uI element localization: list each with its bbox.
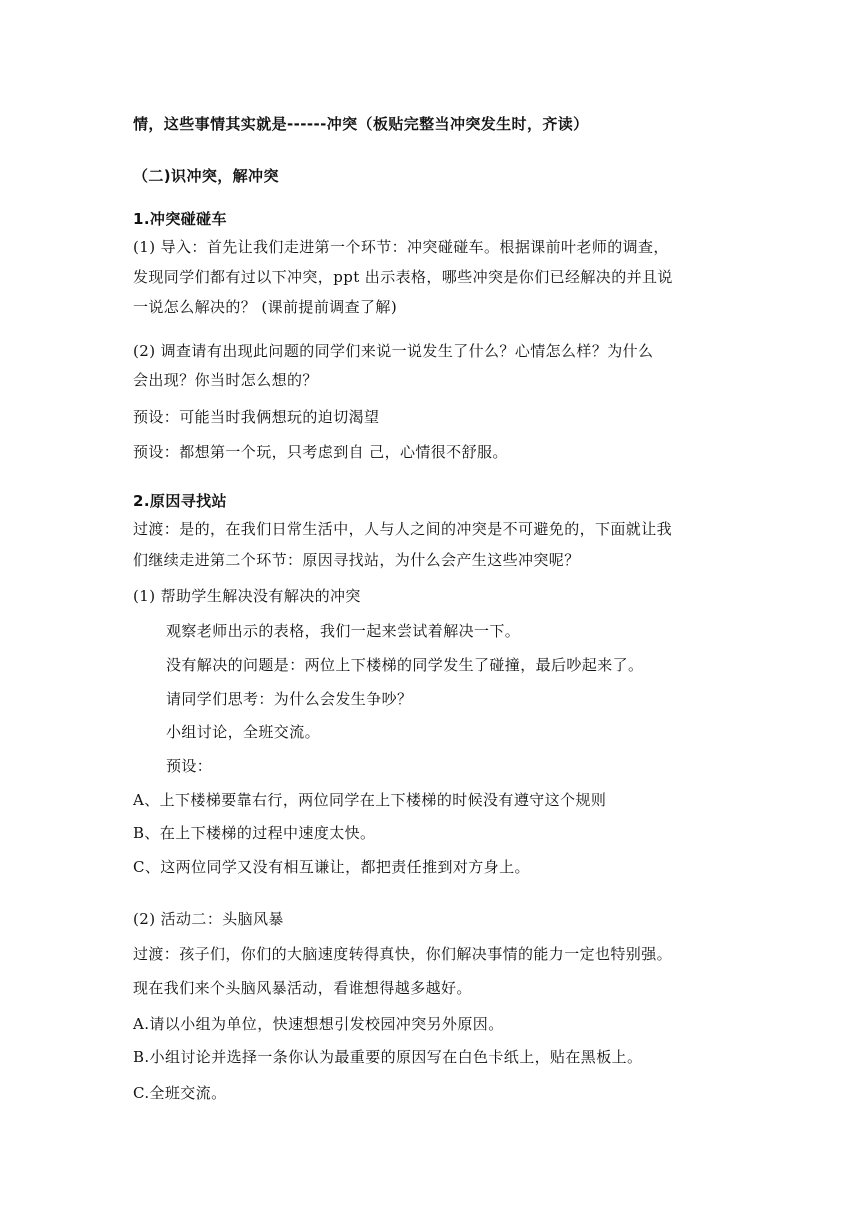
item-title: (2) 活动二：头脑风暴 [133,910,284,928]
paragraph-line: 现在我们来个头脑风暴活动，看谁想得越多越好。 [133,979,472,997]
part1-heading: 1.冲突碰碰车 [133,210,227,228]
paragraph-line: 会出现？你当时怎么想的？ [133,371,318,389]
indented-line: 预设： [166,757,213,775]
step-line: C.全班交流。 [133,1084,227,1102]
indented-line: 小组讨论，全班交流。 [166,723,321,741]
option-line: A、上下楼梯要靠右行，两位同学在上下楼梯的时候没有遵守这个规则 [133,791,607,809]
paragraph-line: 过渡：孩子们，你们的大脑速度转得真快，你们解决事情的能力一定也特别强。 [133,945,673,963]
paragraph-line: (1) 导入：首先让我们走进第一个环节：冲突碰碰车。根据课前叶老师的调查， [133,238,669,256]
step-line: B.小组讨论并选择一条你认为最重要的原因写在白色卡纸上，贴在黑板上。 [133,1048,643,1066]
intro-line: 情，这些事情其实就是------冲突（板贴完整当冲突发生时，齐读） [133,115,589,133]
paragraph-line: 过渡：是的，在我们日常生活中，人与人之间的冲突是不可避免的，下面就让我 [133,520,673,538]
option-line: B、在上下楼梯的过程中速度太快。 [133,824,376,842]
indented-line: 请同学们思考：为什么会发生争吵？ [166,690,413,708]
option-line: C、这两位同学又没有相互谦让，都把责任推到对方身上。 [133,858,530,876]
part2-heading: 2.原因寻找站 [133,492,227,510]
preset-line: 预设：都想第一个玩，只考虑到自 己，心情很不舒服。 [133,443,508,461]
paragraph-line: 发现同学们都有过以下冲突，ppt 出示表格，哪些冲突是你们已经解决的并且说 [133,268,673,286]
indented-line: 观察老师出示的表格，我们一起来尝试着解决一下。 [166,622,521,640]
paragraph-line: 一说怎么解决的？ (课前提前调查了解) [133,298,398,316]
indented-line: 没有解决的问题是：两位上下楼梯的同学发生了碰撞，最后吵起来了。 [166,656,644,674]
item-title: (1) 帮助学生解决没有解决的冲突 [133,587,361,605]
paragraph-line: 们继续走进第二个环节：原因寻找站，为什么会产生这些冲突呢？ [133,551,580,569]
preset-line: 预设：可能当时我俩想玩的迫切渴望 [133,408,380,426]
step-line: A.请以小组为单位，快速想想引发校园冲突另外原因。 [133,1015,504,1033]
paragraph-line: (2) 调查请有出现此问题的同学们来说一说发生了什么？心情怎么样？为什么 [133,342,654,360]
section-heading: （二)识冲突，解冲突 [133,167,279,185]
